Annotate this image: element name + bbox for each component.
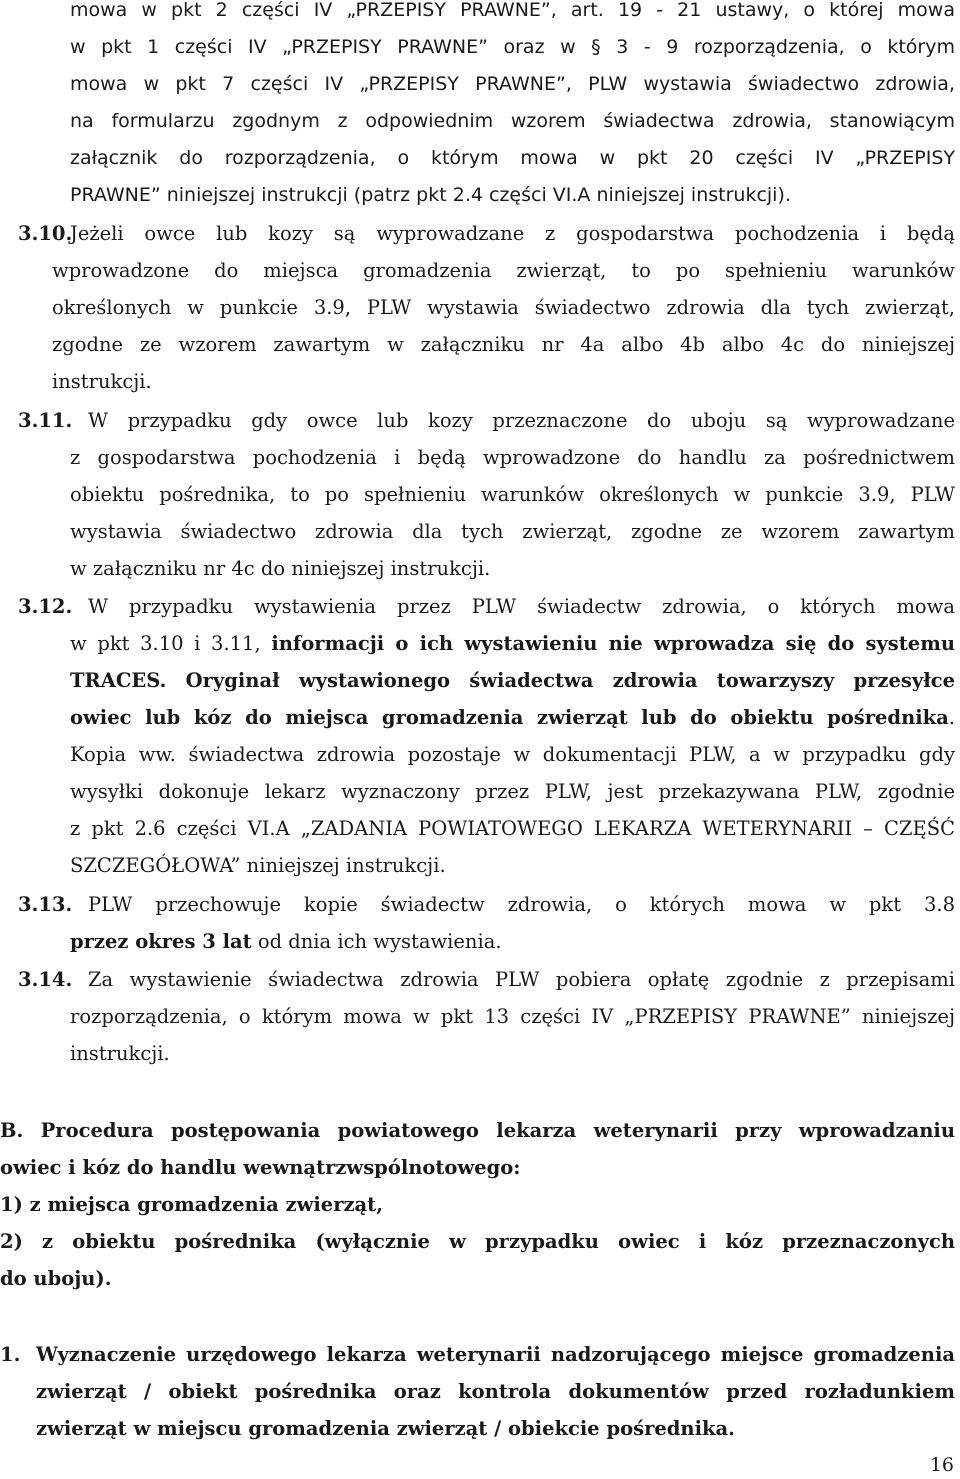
text-line: wysyłki dokonuje lekarz wyznaczony przez PLW, jest przekazywana PLW, zgodnie [70, 780, 955, 803]
bold-text-line: TRACES. Oryginał wystawionego świadectwa zdrowia towarzyszy przesyłce [70, 669, 955, 692]
bold-text-span: przez okres 3 lat [70, 930, 252, 953]
bold-text-span: informacji o ich wystawieniu nie wprowadza się do systemu [271, 632, 956, 655]
text-line [70, 932, 502, 952]
text-line: wprowadzone do miejsca gromadzenia zwierząt, to po spełnieniu warunków [52, 259, 955, 282]
paragraph-number: 3.11. [18, 409, 73, 432]
text-line: Kopia ww. świadectwa zdrowia pozostaje w dokumentacji PLW, a w przypadku gdy [70, 743, 955, 766]
text-line: rozporządzenia, o którym mowa w pkt 13 części IV „PRZEPISY PRAWNE” niniejszej [70, 1005, 955, 1028]
text-line: w załączniku nr 4c do niniejszej instrukcji. [70, 557, 491, 580]
text-line: wystawia świadectwo zdrowia dla tych zwierząt, zgodne ze wzorem zawartym [70, 520, 955, 543]
text-line [70, 634, 955, 654]
text-line: mowa w pkt 2 części IV „PRZEPISY PRAWNE”, art. 19 - 21 ustawy, o której mowa [70, 0, 955, 21]
paragraph-number: 3.14. [18, 968, 73, 991]
text-span: w pkt 3.10 i 3.11, [70, 632, 261, 655]
text-line: Za wystawienie świadectwa zdrowia PLW pobiera opłatę zgodnie z przepisami [88, 968, 955, 991]
text-line: instrukcji. [52, 370, 152, 393]
text-span: . [948, 706, 955, 729]
text-line: instrukcji. [70, 1042, 170, 1065]
heading-line: 1) z miejsca gromadzenia zwierząt, [0, 1193, 383, 1216]
text-line: mowa w pkt 7 części IV „PRZEPISY PRAWNE”, PLW wystawia świadectwo zdrowia, [70, 73, 955, 95]
text-line: określonych w punkcie 3.9, PLW wystawia świadectwo zdrowia dla tych zwierząt, [52, 296, 955, 319]
text-line: W przypadku gdy owce lub kozy przeznaczone do uboju są wyprowadzane [88, 409, 955, 432]
page-number: 16 [929, 1454, 954, 1476]
text-line: PRAWNE” niniejszej instrukcji (patrz pkt 2.4 części VI.A niniejszej instrukcji). [70, 184, 791, 206]
heading-line: 2) z obiektu pośrednika (wyłącznie w przypadku owiec i kóz przeznaczonych [0, 1230, 955, 1253]
heading-line: zwierząt w miejscu gromadzenia zwierząt / obiekcie pośrednika. [36, 1417, 735, 1440]
text-line: obiektu pośrednika, to po spełnieniu warunków określonych w punkcie 3.9, PLW [70, 483, 955, 506]
text-line: W przypadku wystawienia przez PLW świadectw zdrowia, o których mowa [88, 595, 955, 618]
text-line: zgodne ze wzorem zawartym w załączniku nr 4a albo 4b albo 4c do niniejszej [52, 333, 955, 356]
text-line: z gospodarstwa pochodzenia i będą wprowadzone do handlu za pośrednictwem [70, 446, 955, 469]
text-line: z pkt 2.6 części VI.A „ZADANIA POWIATOWEGO LEKARZA WETERYNARII – CZĘŚĆ [70, 817, 955, 840]
text-line: PLW przechowuje kopie świadectw zdrowia, o których mowa w pkt 3.8 [88, 893, 955, 916]
text-line [70, 708, 955, 728]
text-line: załącznik do rozporządzenia, o którym mowa w pkt 20 części IV „PRZEPISY [70, 147, 955, 169]
heading-line: zwierząt / obiekt pośrednika oraz kontrola dokumentów przed rozładunkiem [36, 1380, 955, 1403]
heading-line: B. Procedura postępowania powiatowego lekarza weterynarii przy wprowadzaniu [0, 1119, 955, 1142]
heading-line: do uboju). [0, 1267, 112, 1290]
bold-text-span: owiec lub kóz do miejsca gromadzenia zwierząt lub do obiektu pośrednika [70, 706, 949, 729]
text-line: w pkt 1 części IV „PRZEPISY PRAWNE” oraz w § 3 - 9 rozporządzenia, o którym [70, 36, 955, 58]
heading-line: Wyznaczenie urzędowego lekarza weterynarii nadzorującego miejsce gromadzenia [36, 1343, 955, 1366]
text-line: Jeżeli owce lub kozy są wyprowadzane z gospodarstwa pochodzenia i będą [70, 222, 955, 245]
paragraph-number: 3.10. [18, 222, 73, 245]
heading-line: owiec i kóz do handlu wewnątrzwspólnotowego: [0, 1156, 521, 1179]
paragraph-number: 3.12. [18, 595, 73, 618]
paragraph-number: 3.13. [18, 893, 73, 916]
text-line: na formularzu zgodnym z odpowiednim wzorem świadectwa zdrowia, stanowiącym [70, 110, 955, 132]
heading-number: 1. [0, 1343, 21, 1366]
text-span: od dnia ich wystawienia. [251, 930, 502, 953]
text-line: SZCZEGÓŁOWA” niniejszej instrukcji. [70, 854, 446, 877]
